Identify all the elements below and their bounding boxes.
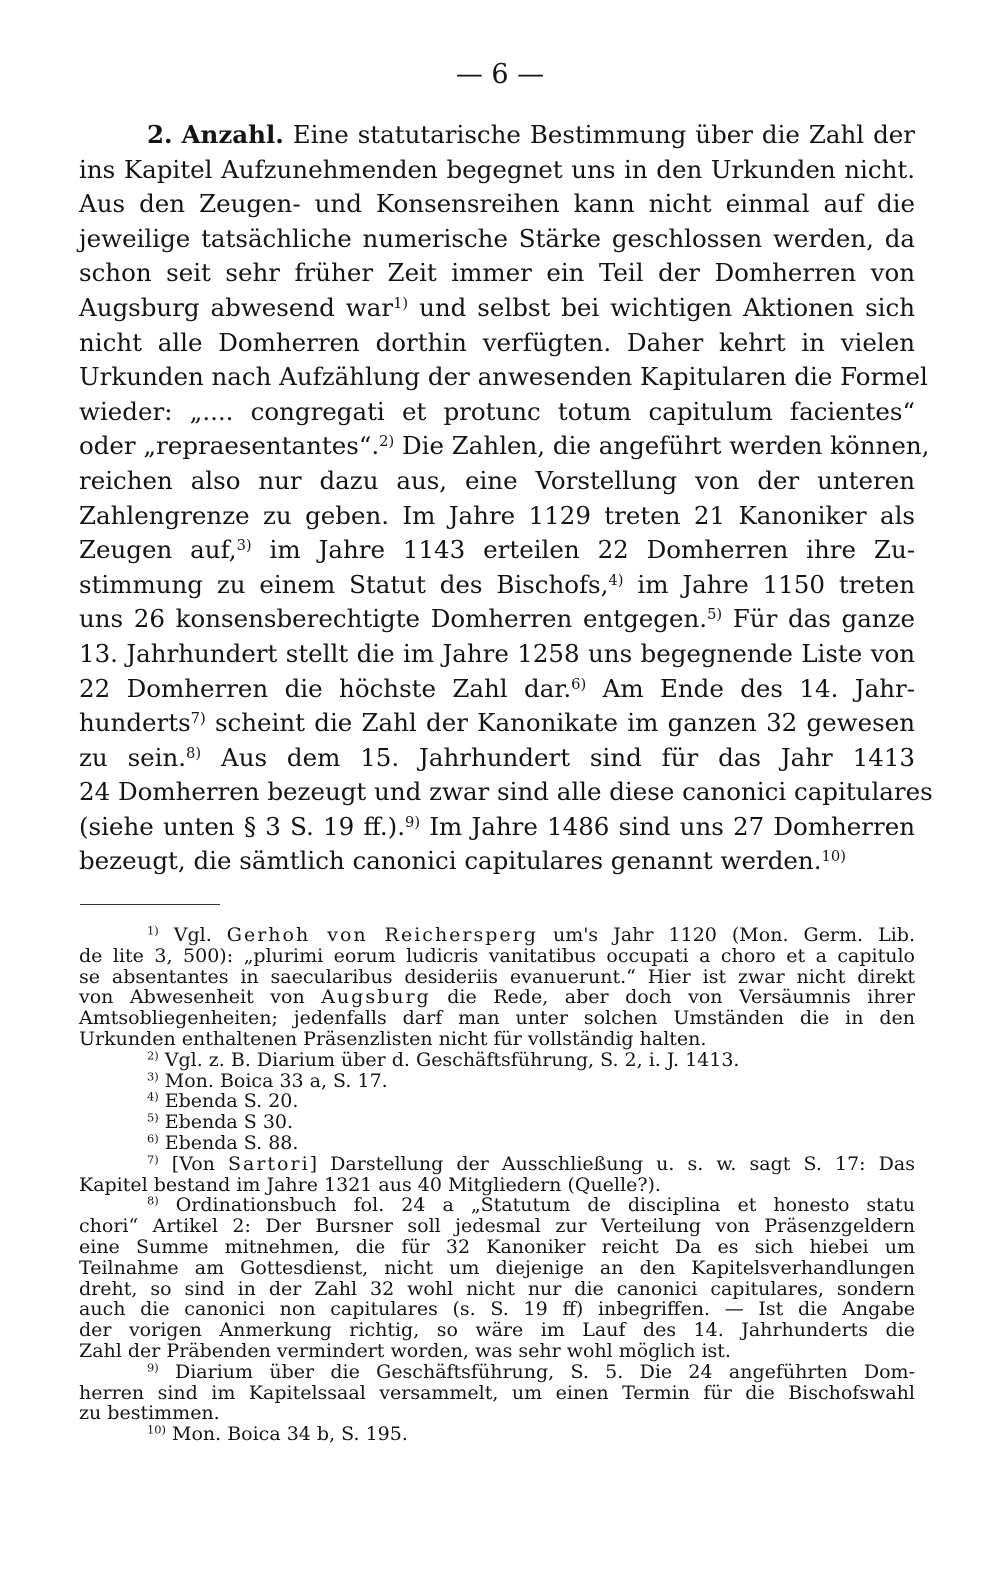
- place-name: Augsburg: [321, 986, 431, 1009]
- paragraph-line: bezeugt, die sämtlich canonici capitulares genannt werden.$^{10)}$: [79, 846, 846, 876]
- footnote-line: Zahl der Präbenden vermindert worden, was sehr wohl möglich ist.: [79, 1339, 731, 1362]
- footnote-ref: 10): [821, 848, 846, 866]
- paragraph-line: stimmung zu einem Statut des Bischofs,$^{4)}$ im Jahre 1150 treten: [79, 569, 916, 599]
- paragraph-line: Urkunden nach Aufzählung der anwesenden Kapitularen die Formel: [79, 362, 928, 392]
- footnote-ref: 8): [186, 744, 202, 762]
- footnote-ref: 7): [190, 710, 206, 728]
- footnote-line: de lite 3, 500): „plurimi eorum ludicris vanitatibus occupati a choro et a capitulo: [79, 944, 915, 967]
- footnote-line: zu bestimmen.: [79, 1402, 220, 1425]
- footnote-mark: 3): [147, 1069, 159, 1084]
- paragraph-line: wieder: „.... congregati et protunc totum capitulum facientes“: [79, 396, 915, 426]
- footnote-line: Kapitel bestand im Jahre 1321 aus 40 Mitgliedern (Quelle?).: [79, 1173, 661, 1196]
- paragraph-line: (siehe unten § 3 S. 19 ff.).$^{9)}$ Im Jahre 1486 sind uns 27 Domherren: [79, 811, 915, 841]
- paragraph-line: nicht alle Domherren dorthin verfügten. Daher kehrt in vielen: [79, 327, 915, 357]
- footnote-ref: 5): [707, 606, 723, 624]
- author-name: Sartori: [227, 1152, 310, 1175]
- paragraph-line: uns 26 konsensberechtigte Domherren entgegen.$^{5)}$ Für das ganze: [79, 604, 915, 634]
- main-paragraph: [79, 118, 933, 879]
- footnote-ref: 1): [393, 294, 409, 312]
- footnote-3: $^{3)}$ Mon. Boica 33 a, S. 17.: [147, 1069, 388, 1092]
- footnote-4: $^{4)}$ Ebenda S. 20.: [147, 1090, 299, 1113]
- footnote-line: herren sind im Kapitelssaal versammelt, um einen Termin für die Bischofswahl: [79, 1381, 915, 1404]
- page-number: — 6 —: [455, 59, 545, 90]
- paragraph-line: ins Kapitel Aufzunehmenden begegnet uns in den Urkunden nicht.: [79, 154, 915, 184]
- footnotes: [79, 925, 915, 1445]
- paragraph-line: oder „repraesentantes“.$^{2)}$ Die Zahlen, die angeführt werden können,: [79, 431, 930, 461]
- paragraph-line: 22 Domherren die höchste Zahl dar.$^{6)}$ Am Ende des 14. Jahr-: [79, 673, 915, 703]
- section-number: 2.: [147, 120, 173, 149]
- footnote-7: $^{7)}$ [Von Sartori] Darstellung der Ausschließung u. s. w. sagt S. 17: Das: [147, 1152, 915, 1175]
- footnote-5: $^{5)}$ Ebenda S 30.: [147, 1110, 294, 1134]
- paragraph-line: Zeugen auf,$^{3)}$ im Jahre 1143 erteilen 22 Domherren ihre Zu-: [79, 535, 915, 565]
- paragraph-line: jeweilige tatsächliche numerische Stärke geschlossen werden, da: [79, 223, 915, 253]
- footnote-line: auch die canonici non capitulares (s. S. 19 ff) inbegriffen. — Ist die Angabe: [79, 1298, 915, 1321]
- footnote-mark: 5): [147, 1110, 159, 1125]
- paragraph-line: 13. Jahrhundert stellt die im Jahre 1258 uns begegnende Liste von: [79, 638, 915, 668]
- footnote-line: eine Summe mitnehmen, die für 32 Kanoniker reicht Da es sich hiebei um: [79, 1235, 915, 1258]
- footnote-ref: 3): [236, 537, 252, 555]
- footnote-line: se absentantes in saecularibus desideriis evanuerunt.“ Hier ist zwar nicht direkt: [79, 965, 915, 988]
- paragraph-line: 2. Anzahl. Eine statutarische Bestimmung über die Zahl der: [147, 120, 915, 149]
- footnote-mark: 7): [147, 1152, 159, 1167]
- paragraph-line: zu sein.$^{8)}$ Aus dem 15. Jahrhundert sind für das Jahr 1413: [79, 742, 915, 772]
- paragraph-line: reichen also nur dazu aus, eine Vorstellung von der unteren: [79, 465, 915, 495]
- author-name: Gerhoh von Reichersperg: [226, 924, 538, 946]
- footnote-ref: 9): [405, 813, 421, 831]
- footnote-2: $^{2)}$ Vgl. z. B. Diarium über d. Geschäftsführung, S. 2, i. J. 1413.: [147, 1048, 740, 1071]
- footnote-line: Amtsobliegenheiten; jedenfalls darf man unter solchen Umständen die in den: [79, 1007, 915, 1030]
- paragraph-line: hunderts$^{7)}$ scheint die Zahl der Kanonikate im ganzen 32 gewesen: [79, 708, 915, 738]
- paragraph-line: 24 Domherren bezeugt und zwar sind alle diese canonici capitulares: [79, 777, 933, 807]
- footnote-mark: 10): [147, 1422, 166, 1437]
- footnote-line: Teilnahme am Gottesdienst, nicht um diejenige an den Kapitelsverhandlungen: [79, 1256, 915, 1279]
- footnote-mark: 9): [147, 1360, 159, 1375]
- paragraph-line: Zahlengrenze zu geben. Im Jahre 1129 treten 21 Kanoniker als: [79, 500, 915, 530]
- footnote-6: $^{6)}$ Ebenda S. 88.: [147, 1131, 299, 1154]
- footnote-10: $^{10)}$ Mon. Boica 34 b, S. 195.: [147, 1422, 408, 1446]
- footnote-line: Urkunden enthaltenen Präsenzlisten nicht für vollständig halten.: [79, 1027, 707, 1050]
- footnote-1: $^{1)}$ Vgl. Gerhoh von Reichersperg um's Jahr 1120 (Mon. Germ. Lib.: [147, 923, 916, 946]
- footnote-line: dreht, so sind in der Zahl 32 wohl nicht nur die canonici capitulares, sondern: [79, 1277, 915, 1300]
- footnote-mark: 1): [147, 923, 159, 938]
- footnote-mark: 2): [147, 1048, 159, 1063]
- footnote-ref: 4): [608, 571, 624, 589]
- footnote-8: $^{8)}$ Ordinationsbuch fol. 24 a „Statutum de disciplina et honesto statu: [147, 1194, 915, 1217]
- paragraph-line: Aus den Zeugen- und Konsensreihen kann nicht einmal auf die: [79, 189, 915, 219]
- footnote-separator: [80, 904, 220, 905]
- footnote-line: von Abwesenheit von Augsburg die Rede, aber doch von Versäumnis ihrer: [79, 986, 915, 1009]
- footnote-line: der vorigen Anmerkung richtig, so wäre im Lauf des 14. Jahrhunderts die: [79, 1319, 915, 1342]
- footnote-9: $^{9)}$ Diarium über die Geschäftsführung, S. 5. Die 24 angeführten Dom-: [147, 1360, 915, 1383]
- footnote-mark: 8): [147, 1194, 159, 1209]
- paragraph-line: Augsburg abwesend war$^{1)}$ und selbst bei wichtigen Aktionen sich: [79, 292, 915, 322]
- footnote-line: chori“ Artikel 2: Der Bursner soll jedesmal zur Verteilung von Präsenzgeldern: [79, 1215, 915, 1238]
- footnote-ref: 2): [379, 433, 395, 451]
- footnote-mark: 4): [147, 1090, 159, 1105]
- footnote-mark: 6): [147, 1131, 159, 1146]
- section-heading: Anzahl.: [181, 120, 284, 149]
- footnote-ref: 6): [571, 675, 587, 693]
- paragraph-line: schon seit sehr früher Zeit immer ein Teil der Domherren von: [79, 258, 915, 288]
